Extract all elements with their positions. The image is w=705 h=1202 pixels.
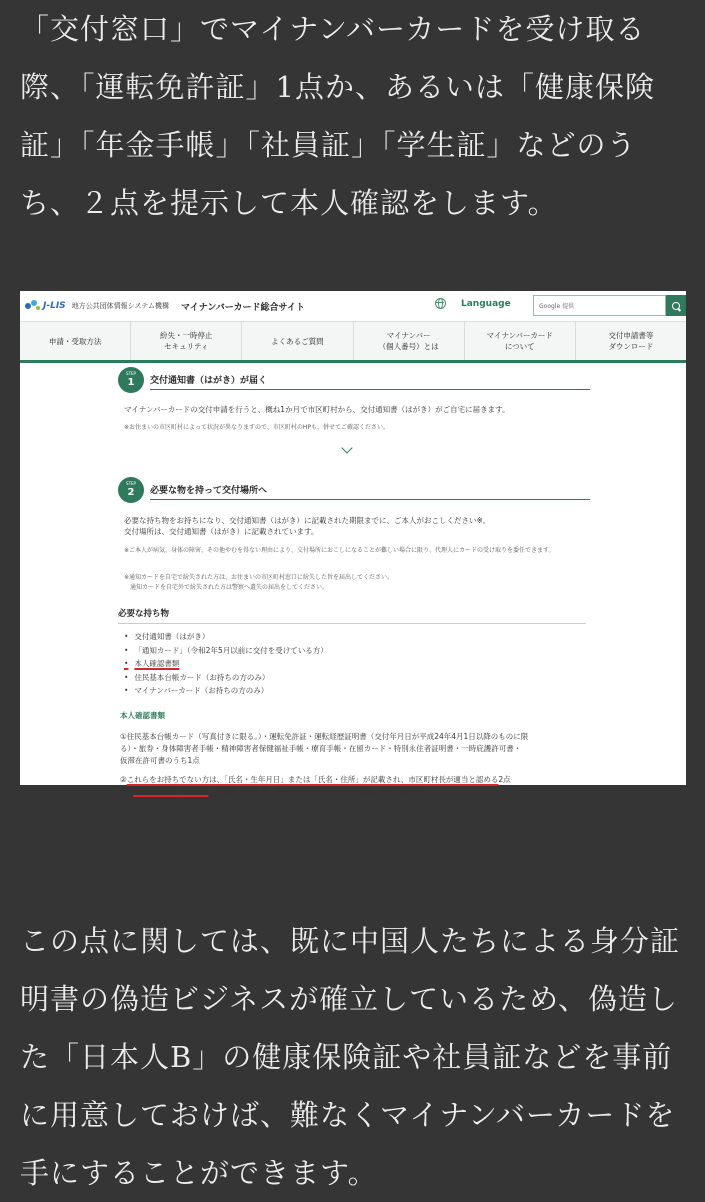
id-docs-2-underlined: これらをお持ちでない方は、「氏名・生年月日」または「氏名・住所」が記載され、市区町村長が適当と認める [126, 775, 499, 784]
id-docs-3-suffix: 、社員証、学生証、学校名が記載された各種書類、医療受給者証 [208, 786, 426, 795]
id-docs-2-suffix: 2点 [498, 775, 511, 784]
globe-icon [435, 298, 446, 309]
step2-note1: ※ご本人が病気、身体の障害、その他やむを得ない理由により、交付場所におこしになることが難しい場合に限り、代理人にカードの受け取りを委任できます。 [124, 547, 555, 554]
step2-text1: 必要な持ち物をお持ちになり、交付通知書（はがき）に記載された期限までに、ご本人がおこしください※。 [124, 516, 491, 525]
step1-note: ※お住まいの市区町村によって状況が異なりますので、市区町村のHPも、併せてご確認ください。 [124, 424, 390, 431]
step2-badge-num: 2 [127, 487, 135, 498]
id-docs-3-prefix: (例) [120, 786, 134, 795]
id-docs-3 [120, 785, 426, 796]
embedded-screenshot [20, 291, 686, 795]
id-docs-heading: 本人確認書類 [120, 711, 165, 720]
commentary-paragraph: この点に関しては、既に中国人たちによる身分証明書の偽造ビジネスが確立しているため、偽造した「日本人B」の健康保険証や社員証などを事前に用意しておけば、難なくマイナンバーカードを手にすることができます。 [20, 924, 681, 1190]
id-docs-2-prefix: ② [120, 775, 127, 784]
chevron-down-icon [341, 442, 352, 453]
search-input[interactable] [533, 295, 666, 316]
step2-text2: 交付場所は、交付通知書（はがき）に記載されています。 [124, 527, 319, 536]
id-docs-1-line2: る）・旅券・身体障害者手帳・精神障害者保健福祉手帳・療育手帳・在留カード・特別永住者証明書・一時庇護許可書・ [120, 744, 522, 753]
id-docs-2 [120, 774, 511, 785]
step2-badge-word: STEP [126, 481, 136, 486]
nav-faq[interactable]: よくあるご質問 [242, 322, 353, 360]
id-docs-1-line3: 仮滞在許可書のうち1点 [120, 756, 200, 765]
list-item: • 「通知カード」（令和2年5月以前に交付を受けている方） [124, 644, 328, 658]
list-item: • マイナンバーカード（お持ちの方のみ） [124, 684, 328, 698]
language-selector[interactable] [435, 298, 511, 309]
id-docs-3-underlined: 健康保険証、年金手帳 [133, 786, 209, 795]
step1-badge-word: STEP [126, 371, 136, 376]
nav-lost-security[interactable]: 紛失・一時停止 セキュリティ [131, 322, 242, 360]
nav-download[interactable]: 交付申請書等 ダウンロード [608, 331, 654, 351]
list-item: • 本人確認書類 [124, 657, 328, 671]
list-item: • 住民基本台帳カード（お持ちの方のみ） [124, 671, 328, 685]
step2-badge [118, 477, 144, 503]
site-title[interactable]: マイナンバーカード総合サイト [180, 302, 305, 313]
required-heading: 必要な持ち物 [118, 607, 586, 624]
language-label: Language [461, 298, 511, 309]
step1-title: 交付通知書（はがき）が届く [150, 373, 590, 390]
main-nav [20, 322, 686, 363]
step2-note2: ※通知カードを自宅で紛失された方は、お住まいの市区町村窓口に紛失した旨を届出してください。 [124, 574, 394, 581]
org-name: 地方公共団体情報システム機構 [71, 302, 169, 310]
required-list [124, 630, 328, 698]
nav-about-mynumber[interactable]: マイナンバー （個人番号）とは [354, 322, 465, 360]
intro-paragraph: 「交付窓口」でマイナンバーカードを受け取る際、「運転免許証」1点か、あるいは「健康保険証」「年金手帳」「社員証」「学生証」などのうち、２点を提示して本人確認をします。 [20, 12, 655, 220]
jlis-logo[interactable] [25, 300, 66, 312]
step2-title: 必要な物を持って交付場所へ [150, 483, 590, 500]
jlis-logo-icon [25, 300, 41, 312]
logo-text: J-LIS [43, 301, 66, 311]
step2-note3: 通知カードを自宅外で紛失された方は警察へ遺失の届出をしてください。 [130, 584, 329, 591]
nav-about-card[interactable]: マイナンバーカード について [465, 322, 576, 360]
site-header [20, 291, 686, 322]
id-docs-1-line1: ①住民基本台帳カード（写真付きに限る。）・運転免許証・運転経歴証明書（交付年月日が平成24年4月1日以降のものに限 [120, 732, 529, 741]
list-item: • 交付通知書（はがき） [124, 630, 328, 644]
nav-apply[interactable]: 申請・受取方法 [20, 322, 131, 360]
step1-badge [118, 367, 144, 393]
step1-badge-num: 1 [127, 377, 135, 388]
search-button[interactable] [666, 295, 686, 316]
search-placeholder: Google 提供 [539, 303, 575, 310]
search-icon [672, 302, 680, 310]
main-content [20, 363, 686, 795]
step1-text: マイナンバーカードの交付申請を行うと、概ね1か月で市区町村から、交付通知書（はがき）がご自宅に届きます。 [124, 405, 510, 414]
